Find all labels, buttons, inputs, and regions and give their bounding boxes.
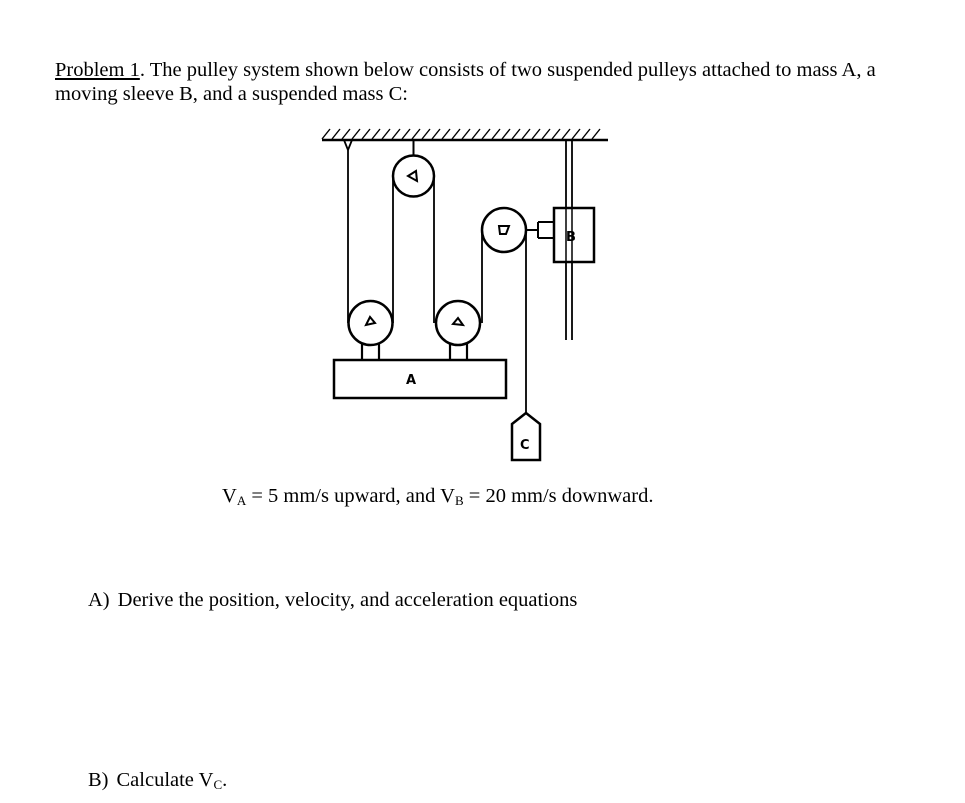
vc-subscript: C (213, 777, 223, 792)
question-b-period: . (222, 769, 228, 791)
sleeve-pulley (482, 208, 538, 252)
va-subscript: A (236, 493, 247, 508)
question-a-text: Derive the position, velocity, and acceleration equations (117, 589, 578, 611)
vb-symbol: V (440, 485, 455, 507)
problem-label: Problem 1 (55, 59, 140, 81)
pulley-diagram (300, 118, 620, 468)
vb-subscript: B (454, 493, 464, 508)
given-velocities (222, 484, 653, 513)
question-a-number: A) (88, 589, 110, 611)
problem-statement (55, 58, 915, 106)
label-a: A (406, 373, 417, 388)
va-text: = 5 mm/s upward, and (246, 485, 441, 507)
top-pulley (393, 140, 434, 197)
question-b-text: Calculate V (116, 769, 214, 791)
label-b: B (566, 230, 576, 245)
ceiling (322, 129, 608, 140)
mass-a (334, 360, 506, 398)
label-c: C (520, 438, 530, 453)
question-b-number: B) (88, 769, 109, 791)
va-symbol: V (222, 485, 237, 507)
problem-intro-text: . The pulley system shown below consists of two suspended pulleys attached to mass A, a moving sleeve B, and a suspended mass C: (55, 59, 876, 105)
question-a (88, 588, 577, 612)
mass-c (512, 413, 540, 460)
lower-pulley-left (349, 301, 393, 360)
lower-pulley-right (436, 301, 480, 360)
sleeve-b (538, 208, 594, 262)
vb-text: = 20 mm/s downward. (463, 485, 654, 507)
question-b (88, 768, 227, 797)
